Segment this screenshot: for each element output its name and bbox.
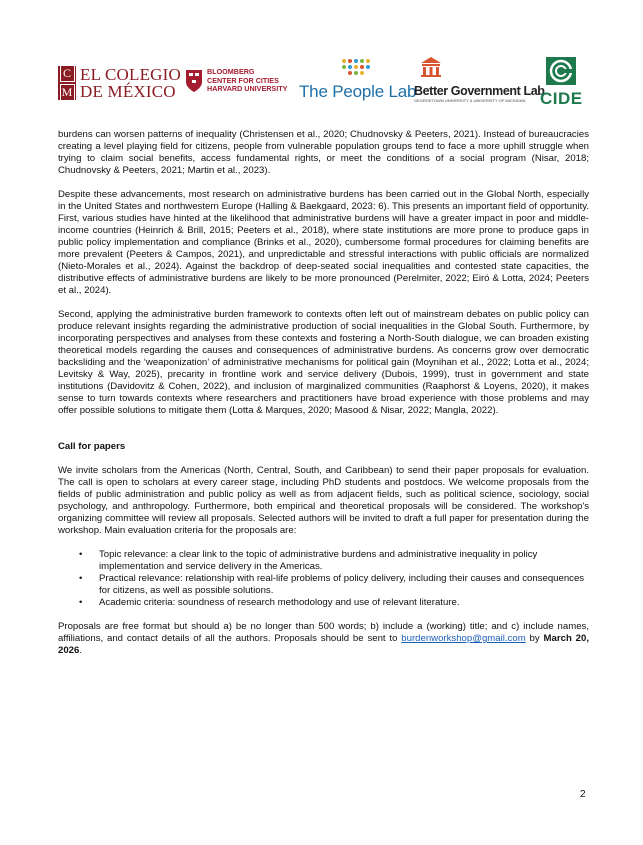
- paragraph-global-north: Despite these advancements, most research on administrative burdens has been carried out in the Global North, especially in the United States and northwestern Europe (Halling & Baekgaard, 2023: 6). This presents an important field of opportunity. First, various studies have hinted at the likelihood that administrative burdens will have a greater impact in poor and middle-income countries (Heinrich & Brill, 2015; Peeters et al., 2018), where state institutions are more prone to produce gaps in public policy implementation and compliance (Brinks et al., 2020), cumbersome formal procedures for claiming benefits are more prevalent (Peeters & Campos, 2021), and unpredictable and stressful interactions with public officials are normalized (Nieto-Morales et al., 2024). Against the backdrop of deep-seated social inequalities and contested state capacities, the distributive effects of administrative burdens are likely to be more pronounced (Perelmiter, 2022; Eiró & Lotta, 2024; Peeters et al., 2024).: [58, 189, 589, 296]
- paragraph-call: We invite scholars from the Americas (North, Central, South, and Caribbean) to send their paper proposals for evaluation. The call is open to scholars at every career stage, including PhD students and postdocs. We welcome proposals from the fields of public administration and public policy as well as from adjacent fields, such as political science, sociology, social psychology, and anthropology. Furthermore, both empirical and theoretical proposals will be considered. The workshop's organizing committee will review all proposals. Selected authors will be invited to draft a full paper for presentation during the workshop. Main evaluation criteria for the proposals are:: [58, 465, 589, 536]
- list-item: [58, 549, 589, 573]
- deadline-date: March 20, 2026: [58, 633, 589, 656]
- bloomberg-line2: CENTER FOR CITIES: [207, 75, 279, 85]
- harvard-shield-icon: [185, 69, 203, 93]
- section-heading: Call for papers: [58, 441, 126, 452]
- bullet-icon: •: [79, 549, 83, 560]
- paragraph-inequality: burdens can worsen patterns of inequality (Christensen et al., 2020; Chudnovsky & Peeters, 2021). Instead of bureaucracies creating a level playing field for citizens, people from vulnerable population groups tend to face a more uphill struggle when trying to claim social benefits, access fundamental rights, or meet the conditions of a social program (Nisar, 2018; Chudnovsky & Peeters, 2021; Martin et al., 2023).: [58, 129, 589, 176]
- paragraph-global-south: Second, applying the administrative burden framework to contexts often left out of mainstream debates on public policy can produce relevant insights regarding the administrative production of social inequalities in the Global South. Furthermore, by incorporating perspectives and analyses from these contexts and fostering a North-South dialogue, we can broaden existing theoretical models regarding the causes and consequences of administrative burdens. As concerns grow over democratic backsliding and the ‘weaponization’ of administrative mechanisms for political gain (Moynihan et al., 2022; Lotta et al., 2024; Levitsky & Way, 2025), precarity in frontline work and service delivery (Dubois, 1999), trust in government and state institutions (Davidovitz & Cohen, 2022), and inclusion of marginalized communities (Raaphorst & Loyens, 2020), it makes sense to turn towards contexts where researchers and practitioners have broad experience with those problems and may offer possible solutions to mitigate them (Lotta & Marques, 2020; Masood & Nisar, 2022; Mangla, 2022).: [58, 309, 589, 416]
- building-icon: [420, 56, 442, 78]
- colmex-mark: [58, 66, 76, 100]
- proposals-end: .: [79, 645, 83, 656]
- people-lab-logo: [299, 58, 416, 102]
- colmex-line2: DE MÉXICO: [80, 82, 176, 101]
- proposals-by: by: [525, 633, 544, 644]
- page-number: 2: [580, 789, 586, 800]
- cide-emblem-icon: [545, 56, 577, 86]
- bgl-logo: [414, 56, 545, 103]
- bloomberg-line3: HARVARD UNIVERSITY: [207, 84, 288, 94]
- criteria-topic: Topic relevance: a clear link to the topic of administrative burdens and administrative inequality in policy implementation and service delivery in the Americas.: [99, 549, 538, 572]
- colmex-mark-m: M: [60, 84, 75, 101]
- criteria-academic: Academic criteria: soundness of research methodology and use of relevant literature.: [99, 597, 460, 608]
- list-item: [58, 573, 589, 597]
- colmex-mark-c: C: [60, 65, 75, 82]
- people-lab-name: The People Lab: [299, 82, 417, 101]
- colmex-logo: [58, 66, 181, 100]
- colmex-line1: EL COLEGIO: [80, 65, 181, 84]
- email-link[interactable]: burdenworkshop@gmail.com: [401, 633, 526, 644]
- people-dots-icon: [338, 58, 378, 76]
- bullet-icon: •: [79, 573, 83, 584]
- criteria-list: [58, 549, 589, 609]
- proposals-text: Proposals are free format but should a) be no longer than 500 words; b) include a (working) title; and c) include names, affiliations, and contact details of all the authors. Proposals should be sent to: [58, 621, 589, 644]
- paragraph-proposals: [58, 621, 589, 657]
- cide-name: CIDE: [540, 89, 583, 108]
- bgl-name: Better Government Lab: [414, 84, 545, 98]
- document-body: [58, 129, 589, 657]
- list-item: [58, 597, 589, 609]
- bullet-icon: •: [79, 597, 83, 608]
- bloomberg-line1: BLOOMBERG: [207, 67, 255, 76]
- cide-logo: [540, 56, 583, 107]
- bloomberg-logo: [185, 68, 287, 94]
- bgl-sub: GEORGETOWN UNIVERSITY & UNIVERSITY OF MICHIGAN: [414, 98, 526, 103]
- criteria-practical: Practical relevance: relationship with real-life problems of policy delivery, including their causes and consequences for citizens, as well as possible solutions.: [99, 573, 585, 596]
- header-logos: [58, 56, 588, 108]
